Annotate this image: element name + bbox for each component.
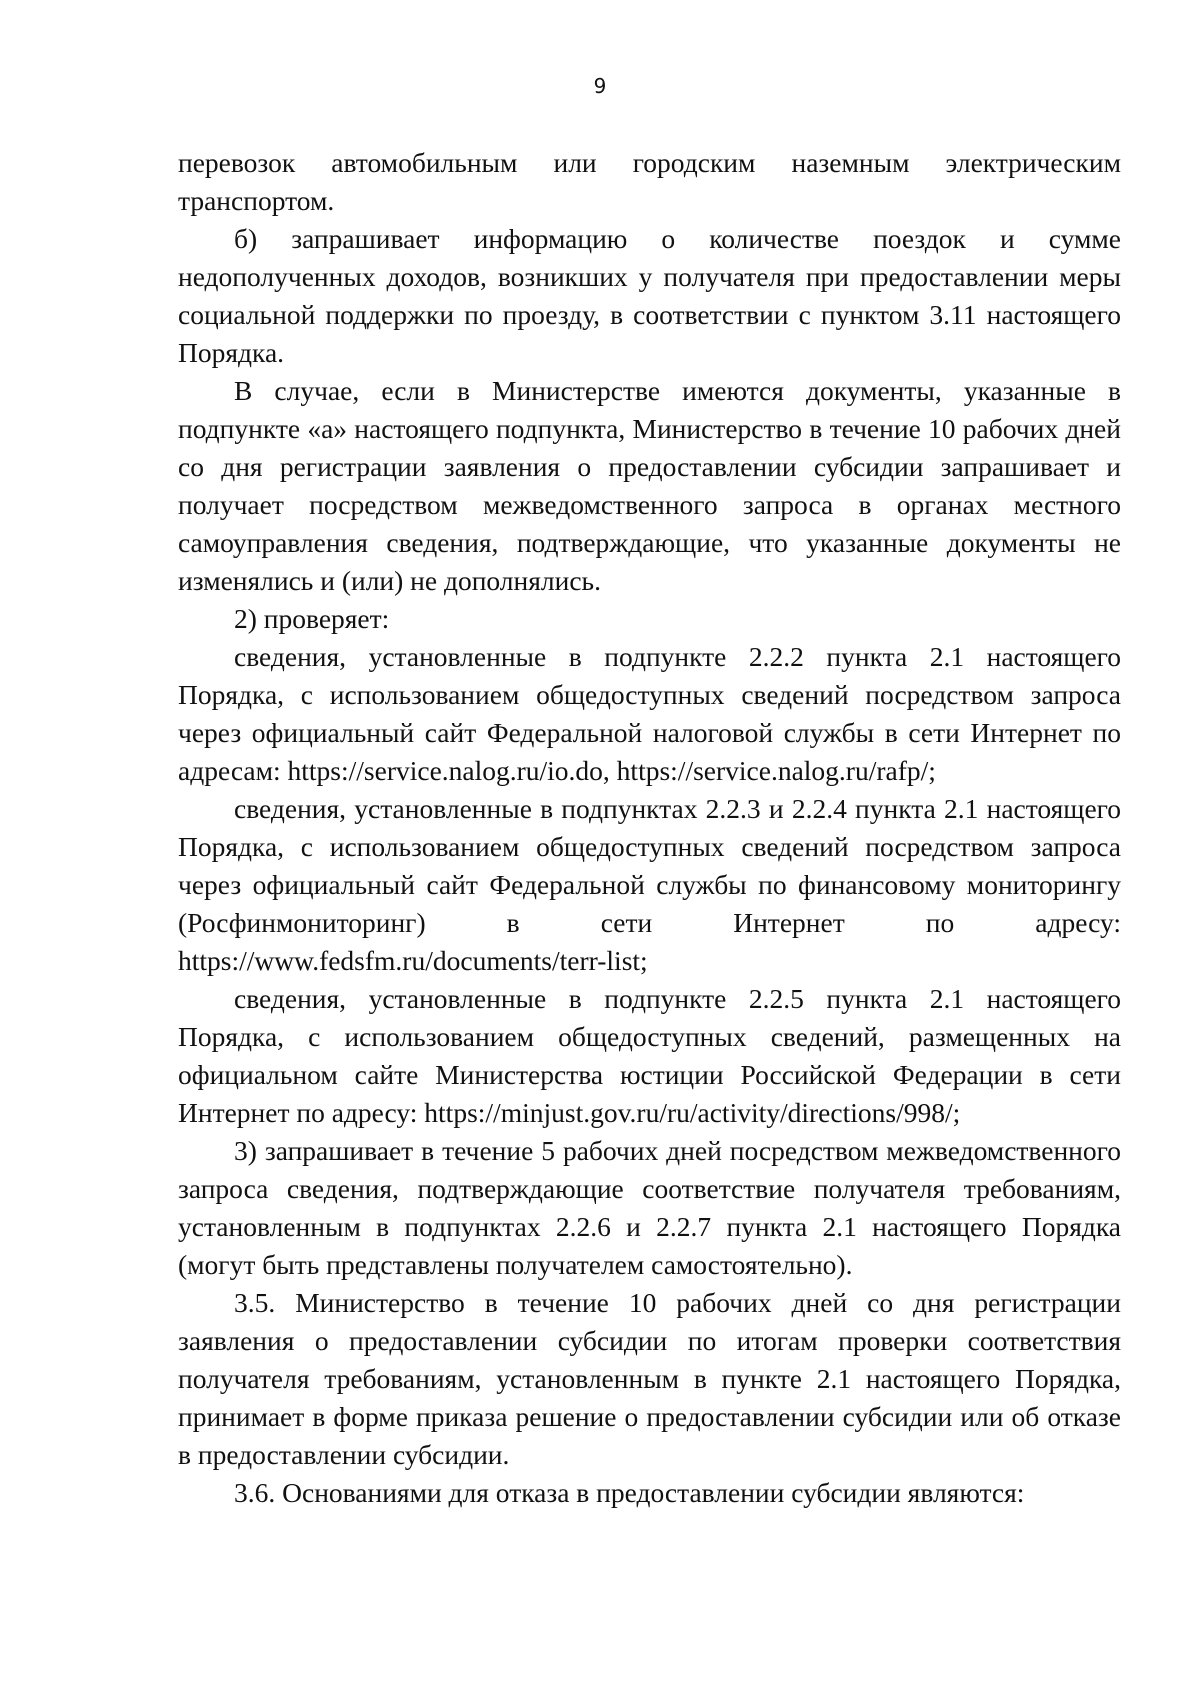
paragraph: 3.6. Основаниями для отказа в предоставлении субсидии являются: <box>234 1477 1025 1508</box>
paragraph: перевозок автомобильным или городским наземным электрическим транспортом. <box>178 147 1121 216</box>
document-body <box>178 144 1121 1512</box>
paragraph: 3.5. Министерство в течение 10 рабочих дней со дня регистрации заявления о предоставлении субсидии по итогам проверки соответствия получателя требованиям, установленным в пункте 2.1 настоящего Порядка, принимает в форме приказа решение о предоставлении субсидии или об отказе в предоставлении субсидии. <box>178 1287 1121 1470</box>
paragraph: сведения, установленные в подпункте 2.2.2 пункта 2.1 настоящего Порядка, с использованием общедоступных сведений посредством запроса через официальный сайт Федеральной налоговой службы в сети Интернет по адресам: https://service.nalog.ru/io.do, https://service.nalog.ru/rafp/; <box>178 641 1121 786</box>
paragraph: б) запрашивает информацию о количестве поездок и сумме недополученных доходов, возникших у получателя при предоставлении меры социальной поддержки по проезду, в соответствии с пунктом 3.11 настоящего Порядка. <box>178 223 1121 368</box>
paragraph: В случае, если в Министерстве имеются документы, указанные в подпункте «а» настоящего подпункта, Министерство в течение 10 рабочих дней со дня регистрации заявления о предоставлении субсидии запрашивает и получает посредством межведомственного запроса в органах местного самоуправления сведения, подтверждающие, что указанные документы не изменялись и (или) не дополнялись. <box>178 375 1121 596</box>
paragraph: сведения, установленные в подпункте 2.2.5 пункта 2.1 настоящего Порядка, с использованием общедоступных сведений, размещенных на официальном сайте Министерства юстиции Российской Федерации в сети Интернет по адресу: https://minjust.gov.ru/ru/activity/directions/998/; <box>178 983 1121 1128</box>
paragraph: сведения, установленные в подпунктах 2.2.3 и 2.2.4 пункта 2.1 настоящего Порядка, с использованием общедоступных сведений посредством запроса через официальный сайт Федеральной службы по финансовому мониторингу (Росфинмониторинг) в сети Интернет по адресу: https://www.fedsfm.ru/documents/terr-list; <box>178 793 1121 976</box>
page-number: 9 <box>593 74 607 98</box>
paragraph: 3) запрашивает в течение 5 рабочих дней посредством межведомственного запроса сведения, подтверждающие соответствие получателя требованиям, установленным в подпунктах 2.2.6 и 2.2.7 пункта 2.1 настоящего Порядка (могут быть представлены получателем самостоятельно). <box>178 1135 1121 1280</box>
paragraph: 2) проверяет: <box>234 603 390 634</box>
